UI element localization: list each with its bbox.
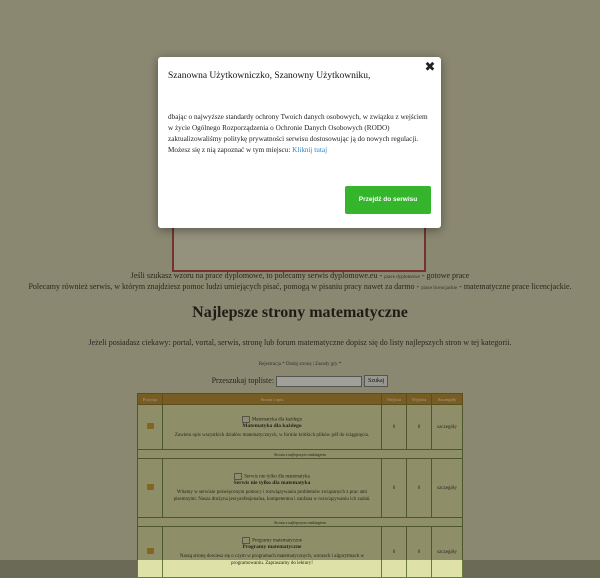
modal-title: Szanowna Użytkowniczko, Szanowny Użytkowniku, (168, 71, 371, 81)
page-title: Najlepsze strony matematyczne (192, 304, 408, 321)
out-count: 0 (407, 527, 432, 578)
rules-link[interactable]: Zasady gry (315, 362, 338, 367)
site-name-link[interactable]: Serwis nie tylko dla matematyka (233, 480, 311, 486)
site-banner-alt[interactable]: Serwis nie tylko dla matematyka (244, 474, 310, 480)
out-count: 0 (407, 405, 432, 450)
modal-body (168, 112, 432, 156)
promo-line-1-text: Jeśli szukasz wzoru na prace dyplomowe, to polecamy serwis dyplomowe.eu - (130, 271, 385, 280)
header-details: Szczegóły (432, 394, 463, 405)
toplist-links: Rejestracja * Dodaj stronę | Zasady gry * (258, 362, 342, 367)
site-description: Witamy w serwisie poświęconym pomocy i rozwiązywaniu problemów związanych z prac ami pisemnymi. Nasza drużyna jest profesjonalna, kompetentna i zaufana w rozwiązywaniu ich zadań. (173, 490, 371, 502)
search-label: Przeszukaj topliste: (211, 375, 275, 385)
modal-privacy-link[interactable]: Kliknij tutaj (292, 146, 328, 154)
header-position: Pozycja (138, 394, 163, 405)
header-out: Wyjścia (407, 394, 432, 405)
site-banner-alt[interactable]: Matematyka dla każdego (251, 417, 303, 423)
privacy-modal (158, 57, 441, 228)
site-banner-alt[interactable]: Programy matematyczne (252, 538, 302, 544)
site-name-link[interactable]: Matematyka dla każdego (242, 422, 302, 429)
add-site-link[interactable]: Dodaj stronę (285, 362, 312, 367)
close-icon[interactable]: ✖ (424, 60, 436, 75)
promo-line-1-end: - gotowe prace (419, 271, 470, 280)
in-count: 0 (382, 459, 407, 518)
site-description: Zawiera opis wszystkich działów matematycznych, w formie krótkich plików pdf do ściągnięcia. (174, 432, 370, 438)
details-link[interactable]: szczegóły (432, 405, 463, 450)
details-link[interactable]: szczegóły (432, 459, 463, 518)
details-link[interactable]: szczegóły (432, 527, 463, 578)
go-to-site-button[interactable]: Przejdź do serwisu (345, 186, 431, 214)
header-site: Strona i opis (163, 394, 382, 405)
register-link[interactable]: Rejestracja (258, 362, 281, 367)
promo-link-prace-licencjackie[interactable]: prace licencjackie (421, 286, 458, 291)
site-description: Naszą stronę dowiesz się o czym w programach matematycznych, wzorach i algorytmach w programowaniu. Zapraszamy do lektury! (179, 554, 365, 566)
modal-body-text: dbając o najwyższe standardy ochrony Twoich danych osobowych, w związku z wejściem w życie Ogólnego Rozporządzenia o Ochronie Danych Osobowych (RODO) zaktualizowaliśmy politykę prywatności serwisu dostosowując ją do nowych regulacji. Możesz się z nią zapoznać w tym miejscu: (168, 113, 428, 154)
in-count: 0 (382, 405, 407, 450)
separator-text: Strona z najlepszym rankingiem (138, 518, 463, 527)
in-count: 0 (382, 527, 407, 578)
intro-text: Jeżeli posiadasz ciekawy: portal, vortal, serwis, stronę lub forum matematyczne dopisz się do listy najlepszych stron w tej kategorii. (88, 338, 512, 347)
promo-link-prace-dyplomowe[interactable]: prace dyplomowe (384, 275, 420, 280)
out-count: 0 (407, 459, 432, 518)
site-name-link[interactable]: Programy matematyczne (242, 544, 302, 550)
promo-line-2-end: - matematyczne prace licencjackie. (457, 282, 572, 291)
promo-line-2-text: Polecamy również serwis, w którym znajdziesz pomoc ludzi umiejących pisać, pomogą w pisaniu pracy nawet za darmo - (28, 282, 422, 291)
header-in: Wejścia (382, 394, 407, 405)
separator-text: Strona z najlepszym rankingiem (138, 450, 463, 459)
search-button[interactable]: Szukaj (364, 375, 388, 387)
